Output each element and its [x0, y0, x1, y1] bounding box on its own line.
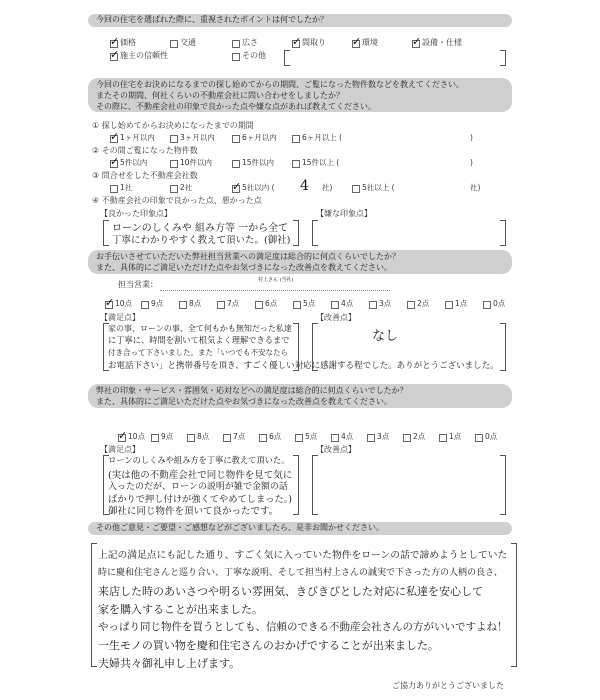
staff-score-0-checkbox[interactable]: [483, 301, 491, 309]
company-score-5: 5点: [305, 432, 318, 441]
company-count-handwritten: 4: [300, 178, 309, 194]
option-transport-label: 交通: [180, 38, 196, 47]
checkbox-company-1[interactable]: [110, 185, 118, 193]
option-other-label: その他: [242, 51, 266, 60]
company-score-9: 9点: [161, 432, 174, 441]
staff-score-0: 0点: [493, 299, 506, 308]
company-score-2-checkbox[interactable]: [403, 434, 411, 442]
period-over6m-close: ): [470, 133, 473, 142]
section3-intro-line2: また、具体的にご満足いただけた点やお気づきになった改善点を教えてください。: [96, 263, 392, 272]
thanks-message: ご協力ありがとうございました: [392, 681, 504, 690]
count-15-label: 15件以内: [242, 158, 275, 167]
company-bad-bracket-right: [500, 455, 506, 515]
property-count-question: ② その間ご覧になった物件数: [92, 146, 198, 155]
good-impression-text-line1: ローンのしくみや 組み方等 一から全て: [112, 223, 289, 234]
period-3m-label: 3ヶ月以内: [180, 133, 215, 142]
company-score-8-checkbox[interactable]: [187, 434, 195, 442]
section1-header: [88, 14, 512, 27]
staff-score-1-checkbox[interactable]: [445, 301, 453, 309]
section1-question: 今回の住宅を選ばれた際に、重視されたポイントは何でしたか？: [96, 15, 328, 24]
checkbox-layout[interactable]: [292, 40, 300, 48]
company-score-6: 6点: [269, 432, 282, 441]
option-equipment-label: 設備・仕様: [422, 38, 462, 47]
staff-score-8-checkbox[interactable]: [179, 301, 187, 309]
company-good-label: 【満足点】: [100, 445, 140, 454]
checkbox-transport[interactable]: [170, 40, 178, 48]
checkbox-equipment[interactable]: [412, 40, 420, 48]
company-score-0: 0点: [485, 432, 498, 441]
section3-intro-line1: お手伝いさせていただいた弊社担当営業への満足度は総合的に何点くらいでしたか？: [96, 252, 400, 261]
staff-score-9: 9点: [151, 299, 164, 308]
staff-bad-text: なし: [372, 329, 399, 344]
comment-line1: 上記の満足点にも記した通り、すごく気に入っていた物件をローンの話で諦めようとしていた: [98, 550, 508, 561]
section5-question: その他ご意見・ご要望・ご感想などがございましたら、是非お聞かせください。: [96, 523, 384, 532]
count-10-label: 10件以内: [180, 158, 213, 167]
staff-score-5-checkbox[interactable]: [293, 301, 301, 309]
comment-line4: 家を購入することが出来ました。: [98, 603, 263, 616]
section4-header: [88, 384, 512, 408]
good-impression-bracket-left: [103, 220, 109, 246]
comment-line7: 夫婦共々御礼申し上げます。: [98, 657, 241, 670]
company-good-text-line5: 御社に同じ物件を頂いて良かったです。: [108, 506, 279, 517]
staff-good-text-line2: に丁寧に、時間を割いて根気よく理解できるまで: [108, 335, 290, 345]
company-score-3-checkbox[interactable]: [367, 434, 375, 442]
section4-intro-line1: 弊社の印象・サービス・雰囲気・応対などへの満足度は総合的に何点くらいでしたか？: [96, 386, 408, 395]
checkbox-count-over15[interactable]: [292, 160, 300, 168]
company-score-2: 2点: [413, 432, 426, 441]
staff-good-text-line4: お電話下さい」と携帯番号を頂き、すごく優しい対応に感謝する程でした。ありがとうございました。: [108, 361, 499, 371]
company-good-text-line3: 入ったのだが、ローンの説明が雑で金額の話: [108, 482, 288, 492]
staff-bad-label: 【改善点】: [316, 313, 356, 322]
company-5-label: 5社以内 (: [242, 183, 275, 192]
checkbox-count-10[interactable]: [170, 160, 178, 168]
checkbox-count-5[interactable]: [110, 160, 118, 168]
company-score-10: 10点: [128, 432, 146, 441]
good-impression-text-line2: 丁寧にわかりやすく教えて頂いた。(御社): [112, 235, 291, 246]
option-layout-label: 間取り: [302, 38, 326, 47]
staff-good-label: 【満足点】: [100, 313, 140, 322]
checkbox-period-3m[interactable]: [170, 135, 178, 143]
count-over15-label: 15件以上 (: [302, 158, 340, 167]
company-score-1-checkbox[interactable]: [439, 434, 447, 442]
period-6m-label: 6ヶ月以内: [242, 133, 277, 142]
checkbox-builder-trust[interactable]: [110, 53, 118, 61]
comment-line6: 一生モノの買い物を慶和住宅さんのおかげですることが出来ました。: [98, 639, 439, 652]
staff-score-7: 7点: [227, 299, 240, 308]
comment-bracket-right: [511, 543, 517, 667]
checkbox-period-over6m[interactable]: [292, 135, 300, 143]
section3-header: [88, 250, 512, 274]
impression-question: ④ 不動産会社の印象で良かった点、悪かった点: [92, 196, 262, 205]
period-question: ① 探し始めてからお決めになったまでの期間: [92, 121, 254, 130]
section5-header: [88, 522, 512, 535]
staff-score-10-checkbox[interactable]: [105, 301, 113, 309]
option-environment-label: 環境: [362, 38, 378, 47]
staff-score-10: 10点: [115, 299, 133, 308]
company-score-0-checkbox[interactable]: [475, 434, 483, 442]
staff-score-4: 4点: [341, 299, 354, 308]
other-bracket-right: [500, 50, 506, 66]
count-5-label: 5件以内: [120, 158, 148, 167]
option-builder-trust-label: 施主の信頼性: [120, 51, 168, 60]
company-score-8: 8点: [197, 432, 210, 441]
company-2-label: 2社: [180, 183, 193, 192]
staff-score-1: 1点: [455, 299, 468, 308]
staff-score-7-checkbox[interactable]: [217, 301, 225, 309]
option-price-label: 価格: [120, 38, 136, 47]
company-over5-label: 5社以上 (: [362, 183, 395, 192]
staff-score-8: 8点: [189, 299, 202, 308]
company-score-4: 4点: [341, 432, 354, 441]
staff-score-2-checkbox[interactable]: [407, 301, 415, 309]
company-good-bracket-right: [293, 455, 299, 515]
checkbox-company-5[interactable]: [232, 185, 240, 193]
section2-intro-line3: その際に、不動産会社の印象で良かった点や嫌な点があれば教えてください。: [96, 102, 376, 111]
comment-line5: やっぱり同じ物件を買うとしても、信頼のできる不動産会社さんの方がいいですよね！: [98, 621, 508, 633]
checkbox-size[interactable]: [232, 40, 240, 48]
staff-score-3: 3点: [379, 299, 392, 308]
checkbox-company-over5[interactable]: [352, 185, 360, 193]
company-score-7-checkbox[interactable]: [223, 434, 231, 442]
option-size-label: 広さ: [242, 38, 258, 47]
staff-score-4-checkbox[interactable]: [331, 301, 339, 309]
staff-score-6: 6点: [265, 299, 278, 308]
staff-score-9-checkbox[interactable]: [141, 301, 149, 309]
comment-line3: 来店した時のあいさつや明るい雰囲気、きびきびとした対応に私達を安心して: [98, 585, 483, 598]
company-good-text-line1: ローンのしくみや組み方を丁寧に教えて頂いた。: [108, 455, 290, 465]
company-score-7: 7点: [233, 432, 246, 441]
company-score-3: 3点: [377, 432, 390, 441]
good-impression-label: 【良かった印象点】: [100, 209, 172, 218]
checkbox-company-2[interactable]: [170, 185, 178, 193]
company-good-text-line2: (実は他の不動産会社で同じ物件を見て気に: [108, 470, 293, 481]
bad-impression-bracket-left: [312, 220, 318, 246]
bad-impression-bracket-right: [500, 220, 506, 246]
company-bad-label: 【改善点】: [316, 445, 356, 454]
checkbox-price[interactable]: [110, 40, 118, 48]
period-over6m-label: 6ヶ月以上 (: [302, 133, 343, 142]
other-bracket-left: [284, 50, 290, 66]
checkbox-period-6m[interactable]: [232, 135, 240, 143]
comment-bracket-left: [91, 543, 97, 667]
staff-good-text-line1: 家の事、ローンの事、全て何もかも無知だった私達: [108, 324, 292, 333]
staff-score-5: 5点: [303, 299, 316, 308]
company-score-4-checkbox[interactable]: [331, 434, 339, 442]
staff-bad-bracket-right: [500, 323, 506, 371]
staff-good-text-line3: 付き合って下さいました。また「いつでも不安なたら: [108, 348, 288, 357]
company-score-5-checkbox[interactable]: [295, 434, 303, 442]
company-bad-bracket-left: [312, 455, 318, 515]
company-score-6-checkbox[interactable]: [259, 434, 267, 442]
checkbox-environment[interactable]: [352, 40, 360, 48]
company-score-1: 1点: [449, 432, 462, 441]
staff-name: 村上さん (当社): [258, 277, 294, 283]
comment-line2: 時に慶和住宅さんと巡り合い、丁寧な説明、そして担当村上さんの誠実で下さった方の人柄の良さ、: [98, 568, 503, 578]
company-score-9-checkbox[interactable]: [151, 434, 159, 442]
company-score-10-checkbox[interactable]: [118, 434, 126, 442]
company-count-question: ③ 問合せをした不動産会社数: [92, 171, 198, 180]
section2-intro-line1: 今回の住宅をお決めになるまでの探し始めてからの期間、ご覧になった物件数などを教えてください。: [96, 80, 464, 89]
staff-underline: [160, 290, 390, 291]
good-impression-bracket-right: [293, 220, 299, 246]
section2-header: [88, 78, 512, 112]
checkbox-other[interactable]: [232, 53, 240, 61]
checkbox-count-15[interactable]: [232, 160, 240, 168]
bad-impression-label: 【嫌な印象点】: [316, 209, 372, 218]
section4-intro-line2: また、具体的にご満足いただけた点やお気づきになった改善点を教えてください。: [96, 397, 392, 406]
company-5-close: 社): [322, 183, 333, 192]
company-good-text-line4: ばかりで押し付けが強くてやめてしまった。): [108, 494, 292, 505]
staff-label: 担当営業：: [118, 280, 158, 289]
section2-intro-line2: またその期間、何社くらいの不動産会社に問い合わせをしましたか？: [96, 91, 344, 100]
checkbox-period-1m[interactable]: [110, 135, 118, 143]
company-over5-close: 社): [470, 183, 481, 192]
staff-score-6-checkbox[interactable]: [255, 301, 263, 309]
staff-score-2: 2点: [417, 299, 430, 308]
period-1m-label: 1ヶ月以内: [120, 133, 155, 142]
staff-score-3-checkbox[interactable]: [369, 301, 377, 309]
company-1-label: 1社: [120, 183, 133, 192]
count-over15-close: ): [470, 158, 473, 167]
